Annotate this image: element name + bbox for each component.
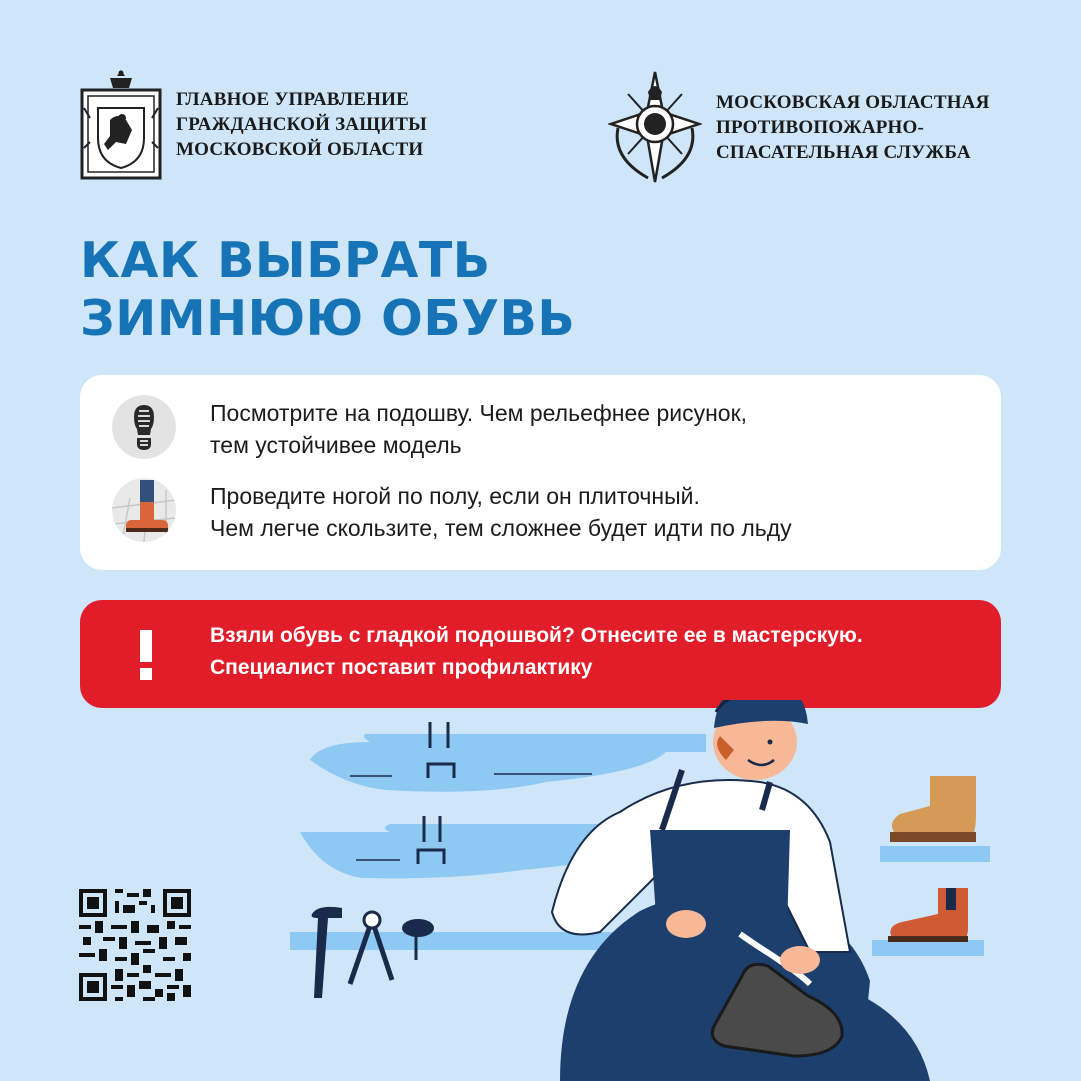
tip-line: Чем легче скользите, тем сложнее будет идти по льду <box>210 515 792 541</box>
left-org-line: ГРАЖДАНСКОЙ ЗАЩИТЫ <box>176 113 427 135</box>
shoe-sole-icon <box>112 395 176 459</box>
tools <box>312 907 434 998</box>
tip-text <box>210 480 792 544</box>
qr-code <box>79 889 191 1001</box>
left-org-line: ГЛАВНОЕ УПРАВЛЕНИЕ <box>176 88 409 110</box>
tip-text <box>210 397 747 461</box>
warning-text <box>210 620 863 684</box>
tip-item <box>112 395 747 461</box>
tips-card <box>80 375 1001 570</box>
warning-line: Специалист поставит профилактику <box>210 656 593 679</box>
tip-line: Проведите ногой по полу, если он плиточный. <box>210 483 700 509</box>
mopss-organization <box>608 68 990 186</box>
gu-gz-organization <box>80 68 427 180</box>
exclamation-icon <box>130 630 162 680</box>
fire-rescue-emblem-icon <box>608 68 702 186</box>
right-org-line: СПАСАТЕЛЬНАЯ СЛУЖБА <box>716 141 971 163</box>
right-org-name <box>716 90 990 165</box>
right-org-line: ПРОТИВОПОЖАРНО- <box>716 116 925 138</box>
warning-card <box>80 600 1001 708</box>
title-line: ЗИМНЮЮ ОБУВЬ <box>80 290 576 347</box>
left-org-name <box>176 87 427 162</box>
title-line: КАК ВЫБРАТЬ <box>80 232 491 289</box>
tip-line: тем устойчивее модель <box>210 432 462 458</box>
left-org-line: МОСКОВСКОЙ ОБЛАСТИ <box>176 138 424 160</box>
moscow-oblast-coat-of-arms-icon <box>80 68 162 180</box>
tip-line: Посмотрите на подошву. Чем рельефнее рисунок, <box>210 400 748 426</box>
tip-item <box>112 478 792 544</box>
warning-line: Взяли обувь с гладкой подошвой? Отнесите ее в мастерскую. <box>210 624 863 647</box>
boot-on-tile-icon <box>112 478 176 542</box>
right-org-line: МОСКОВСКАЯ ОБЛАСТНАЯ <box>716 91 990 113</box>
page-title <box>80 232 575 348</box>
